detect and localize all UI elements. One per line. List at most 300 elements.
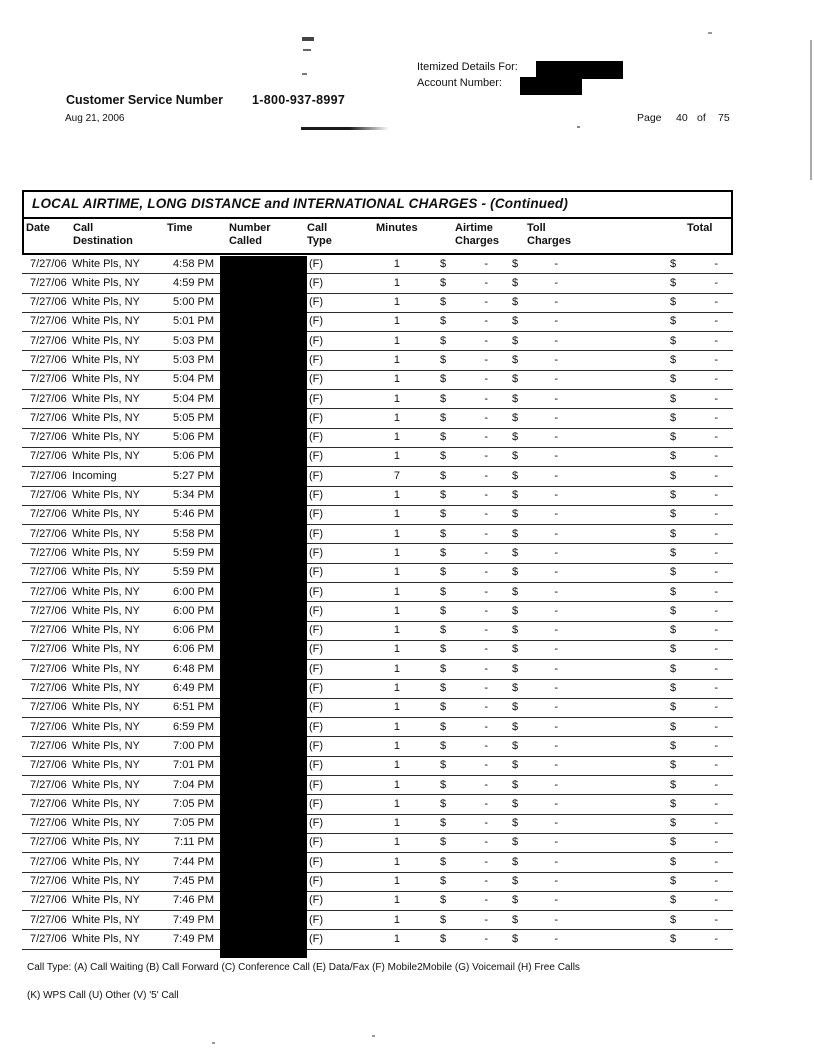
table-row bbox=[22, 371, 733, 390]
cell-time: 5:03 PM bbox=[173, 334, 214, 347]
cell-airtime-charges: $ - bbox=[440, 489, 488, 502]
cell-destination: White Pls, NY bbox=[72, 643, 140, 656]
cell-date: 7/27/06 bbox=[30, 353, 67, 366]
cell-time: 5:27 PM bbox=[173, 469, 214, 482]
customer-service-label: Customer Service Number bbox=[66, 93, 224, 107]
cell-date: 7/27/06 bbox=[30, 624, 67, 637]
cell-toll-charges: $ - bbox=[512, 546, 558, 559]
cell-call-type: (F) bbox=[309, 836, 324, 849]
col-header-call-destination: Call Destination bbox=[73, 222, 133, 247]
cell-airtime-charges: $ - bbox=[440, 276, 488, 289]
cell-call-type: (F) bbox=[309, 797, 324, 810]
cell-total: $ - bbox=[670, 662, 718, 675]
account-number-label: Account Number: bbox=[417, 77, 502, 89]
cell-time: 5:03 PM bbox=[173, 353, 214, 366]
page-number: 40 bbox=[676, 112, 688, 124]
table-row bbox=[22, 525, 733, 544]
cell-destination: White Pls, NY bbox=[72, 315, 140, 328]
table-title-row bbox=[24, 192, 731, 219]
scan-artifact bbox=[303, 49, 311, 51]
cell-total: $ - bbox=[670, 855, 718, 868]
cell-date: 7/27/06 bbox=[30, 546, 67, 559]
cell-date: 7/27/06 bbox=[30, 797, 67, 810]
cell-time: 6:06 PM bbox=[173, 643, 214, 656]
cell-time: 7:49 PM bbox=[173, 913, 214, 926]
cell-toll-charges: $ - bbox=[512, 932, 558, 945]
cell-toll-charges: $ - bbox=[512, 624, 558, 637]
cell-toll-charges: $ - bbox=[512, 469, 558, 482]
cell-airtime-charges: $ - bbox=[440, 913, 488, 926]
cell-time: 7:45 PM bbox=[173, 875, 214, 887]
cell-date: 7/27/06 bbox=[30, 894, 67, 907]
table-row bbox=[22, 255, 733, 274]
cell-call-type: (F) bbox=[309, 643, 324, 656]
cell-time: 5:34 PM bbox=[173, 489, 214, 502]
cell-call-type: (F) bbox=[309, 315, 324, 328]
cell-total: $ - bbox=[670, 797, 718, 810]
cell-time: 5:00 PM bbox=[173, 296, 214, 309]
cell-toll-charges: $ - bbox=[512, 759, 558, 772]
page-total: 75 bbox=[718, 112, 730, 124]
cell-call-type: (F) bbox=[309, 701, 324, 714]
cell-date: 7/27/06 bbox=[30, 296, 67, 309]
cell-time: 7:05 PM bbox=[173, 797, 214, 810]
cell-minutes: 1 bbox=[393, 624, 400, 637]
cell-call-type: (F) bbox=[309, 604, 324, 617]
cell-date: 7/27/06 bbox=[30, 778, 67, 791]
col-header-number-called: Number Called bbox=[229, 222, 271, 247]
cell-airtime-charges: $ - bbox=[440, 431, 488, 444]
cell-airtime-charges: $ - bbox=[440, 932, 488, 945]
cell-date: 7/27/06 bbox=[30, 913, 67, 926]
cell-time: 5:06 PM bbox=[173, 450, 214, 463]
cell-call-type: (F) bbox=[309, 875, 324, 887]
cell-time: 7:01 PM bbox=[173, 759, 214, 772]
table-row bbox=[22, 776, 733, 795]
cell-airtime-charges: $ - bbox=[440, 855, 488, 868]
cell-destination: White Pls, NY bbox=[72, 411, 140, 424]
cell-total: $ - bbox=[670, 431, 718, 444]
table-row bbox=[22, 930, 733, 949]
cell-date: 7/27/06 bbox=[30, 450, 67, 463]
cell-airtime-charges: $ - bbox=[440, 373, 488, 386]
cell-minutes: 1 bbox=[393, 778, 400, 791]
cell-date: 7/27/06 bbox=[30, 431, 67, 444]
cell-destination: White Pls, NY bbox=[72, 527, 140, 540]
cell-call-type: (F) bbox=[309, 469, 324, 482]
cell-toll-charges: $ - bbox=[512, 334, 558, 347]
cell-call-type: (F) bbox=[309, 527, 324, 540]
cell-airtime-charges: $ - bbox=[440, 643, 488, 656]
cell-date: 7/27/06 bbox=[30, 817, 67, 830]
cell-date: 7/27/06 bbox=[30, 469, 67, 482]
cell-minutes: 1 bbox=[393, 701, 400, 714]
cell-time: 4:58 PM bbox=[173, 257, 214, 270]
cell-airtime-charges: $ - bbox=[440, 527, 488, 540]
cell-toll-charges: $ - bbox=[512, 662, 558, 675]
cell-total: $ - bbox=[670, 778, 718, 791]
table-row bbox=[22, 737, 733, 756]
cell-total: $ - bbox=[670, 489, 718, 502]
cell-time: 4:59 PM bbox=[173, 276, 214, 289]
cell-destination: White Pls, NY bbox=[72, 450, 140, 463]
cell-time: 5:46 PM bbox=[173, 508, 214, 521]
cell-destination: White Pls, NY bbox=[72, 797, 140, 810]
table-row bbox=[22, 467, 733, 486]
cell-airtime-charges: $ - bbox=[440, 296, 488, 309]
cell-date: 7/27/06 bbox=[30, 257, 67, 270]
cell-minutes: 1 bbox=[393, 662, 400, 675]
cell-minutes: 1 bbox=[393, 508, 400, 521]
cell-airtime-charges: $ - bbox=[440, 450, 488, 463]
cell-airtime-charges: $ - bbox=[440, 604, 488, 617]
cell-toll-charges: $ - bbox=[512, 508, 558, 521]
cell-call-type: (F) bbox=[309, 508, 324, 521]
cell-toll-charges: $ - bbox=[512, 257, 558, 270]
cell-destination: White Pls, NY bbox=[72, 662, 140, 675]
table-row bbox=[22, 911, 733, 930]
cell-call-type: (F) bbox=[309, 411, 324, 424]
cell-airtime-charges: $ - bbox=[440, 624, 488, 637]
cell-total: $ - bbox=[670, 720, 718, 733]
table-row bbox=[22, 506, 733, 525]
cell-airtime-charges: $ - bbox=[440, 334, 488, 347]
cell-toll-charges: $ - bbox=[512, 855, 558, 868]
cell-destination: White Pls, NY bbox=[72, 701, 140, 714]
cell-call-type: (F) bbox=[309, 257, 324, 270]
cell-date: 7/27/06 bbox=[30, 604, 67, 617]
cell-time: 7:04 PM bbox=[173, 778, 214, 791]
cell-call-type: (F) bbox=[309, 894, 324, 907]
page-of-label: of bbox=[697, 112, 706, 124]
cell-call-type: (F) bbox=[309, 739, 324, 752]
cell-date: 7/27/06 bbox=[30, 276, 67, 289]
cell-call-type: (F) bbox=[309, 353, 324, 366]
cell-airtime-charges: $ - bbox=[440, 759, 488, 772]
cell-destination: White Pls, NY bbox=[72, 875, 140, 887]
table-row bbox=[22, 757, 733, 776]
cell-destination: Incoming bbox=[72, 469, 117, 482]
scan-artifact bbox=[301, 127, 389, 130]
cell-total: $ - bbox=[670, 739, 718, 752]
cell-destination: White Pls, NY bbox=[72, 546, 140, 559]
cell-time: 5:04 PM bbox=[173, 373, 214, 386]
cell-total: $ - bbox=[670, 469, 718, 482]
cell-toll-charges: $ - bbox=[512, 701, 558, 714]
cell-toll-charges: $ - bbox=[512, 836, 558, 849]
cell-time: 5:05 PM bbox=[173, 411, 214, 424]
cell-time: 7:05 PM bbox=[173, 817, 214, 830]
cell-total: $ - bbox=[670, 643, 718, 656]
cell-airtime-charges: $ - bbox=[440, 836, 488, 849]
table-row bbox=[22, 313, 733, 332]
cell-total: $ - bbox=[670, 315, 718, 328]
redaction-number-called-column bbox=[220, 256, 307, 958]
cell-time: 5:04 PM bbox=[173, 392, 214, 405]
cell-time: 5:59 PM bbox=[173, 566, 214, 579]
cell-call-type: (F) bbox=[309, 450, 324, 463]
table-row bbox=[22, 680, 733, 699]
cell-toll-charges: $ - bbox=[512, 817, 558, 830]
cell-date: 7/27/06 bbox=[30, 392, 67, 405]
cell-toll-charges: $ - bbox=[512, 392, 558, 405]
cell-time: 7:00 PM bbox=[173, 739, 214, 752]
cell-minutes: 1 bbox=[393, 450, 400, 463]
cell-airtime-charges: $ - bbox=[440, 257, 488, 270]
cell-time: 7:46 PM bbox=[173, 894, 214, 907]
cell-minutes: 1 bbox=[393, 604, 400, 617]
cell-minutes: 1 bbox=[393, 276, 400, 289]
cell-toll-charges: $ - bbox=[512, 566, 558, 579]
cell-call-type: (F) bbox=[309, 276, 324, 289]
col-header-toll-charges: Toll Charges bbox=[527, 222, 572, 247]
table-header-row bbox=[24, 219, 731, 253]
cell-airtime-charges: $ - bbox=[440, 701, 488, 714]
scan-artifact bbox=[302, 37, 314, 41]
call-type-legend-line2: (K) WPS Call (U) Other (V) '5' Call bbox=[27, 990, 179, 1001]
col-header-minutes: Minutes bbox=[376, 222, 418, 234]
cell-minutes: 1 bbox=[393, 797, 400, 810]
cell-date: 7/27/06 bbox=[30, 932, 67, 945]
cell-toll-charges: $ - bbox=[512, 797, 558, 810]
cell-destination: White Pls, NY bbox=[72, 585, 140, 598]
cell-total: $ - bbox=[670, 682, 718, 695]
col-header-call-type: Call Type bbox=[307, 222, 332, 247]
table-row bbox=[22, 429, 733, 448]
table-row bbox=[22, 583, 733, 602]
cell-minutes: 1 bbox=[393, 720, 400, 733]
cell-call-type: (F) bbox=[309, 489, 324, 502]
table-row bbox=[22, 853, 733, 872]
cell-minutes: 1 bbox=[393, 817, 400, 830]
cell-total: $ - bbox=[670, 604, 718, 617]
cell-airtime-charges: $ - bbox=[440, 720, 488, 733]
redaction-account-number bbox=[520, 77, 582, 95]
charges-table bbox=[22, 190, 733, 950]
cell-minutes: 1 bbox=[393, 932, 400, 945]
cell-time: 6:00 PM bbox=[173, 604, 214, 617]
cell-call-type: (F) bbox=[309, 624, 324, 637]
cell-destination: White Pls, NY bbox=[72, 508, 140, 521]
cell-minutes: 1 bbox=[393, 875, 400, 887]
cell-date: 7/27/06 bbox=[30, 720, 67, 733]
cell-minutes: 1 bbox=[393, 411, 400, 424]
cell-airtime-charges: $ - bbox=[440, 585, 488, 598]
cell-minutes: 1 bbox=[393, 739, 400, 752]
cell-destination: White Pls, NY bbox=[72, 334, 140, 347]
cell-time: 6:51 PM bbox=[173, 701, 214, 714]
cell-time: 7:49 PM bbox=[173, 932, 214, 945]
table-row bbox=[22, 602, 733, 621]
col-header-total: Total bbox=[687, 222, 713, 234]
cell-airtime-charges: $ - bbox=[440, 469, 488, 482]
cell-date: 7/27/06 bbox=[30, 508, 67, 521]
cell-date: 7/27/06 bbox=[30, 489, 67, 502]
cell-minutes: 1 bbox=[393, 913, 400, 926]
cell-destination: White Pls, NY bbox=[72, 739, 140, 752]
table-row bbox=[22, 448, 733, 467]
table-row bbox=[22, 660, 733, 679]
scan-artifact bbox=[708, 32, 712, 34]
cell-date: 7/27/06 bbox=[30, 682, 67, 695]
cell-destination: White Pls, NY bbox=[72, 759, 140, 772]
cell-total: $ - bbox=[670, 836, 718, 849]
cell-minutes: 1 bbox=[393, 643, 400, 656]
cell-total: $ - bbox=[670, 527, 718, 540]
cell-minutes: 1 bbox=[393, 527, 400, 540]
cell-minutes: 1 bbox=[393, 373, 400, 386]
cell-date: 7/27/06 bbox=[30, 315, 67, 328]
cell-total: $ - bbox=[670, 875, 718, 887]
col-header-time: Time bbox=[167, 222, 193, 234]
cell-destination: White Pls, NY bbox=[72, 257, 140, 270]
cell-total: $ - bbox=[670, 894, 718, 907]
cell-date: 7/27/06 bbox=[30, 836, 67, 849]
cell-airtime-charges: $ - bbox=[440, 315, 488, 328]
cell-minutes: 1 bbox=[393, 257, 400, 270]
cell-toll-charges: $ - bbox=[512, 489, 558, 502]
cell-date: 7/27/06 bbox=[30, 334, 67, 347]
cell-minutes: 1 bbox=[393, 836, 400, 849]
cell-destination: White Pls, NY bbox=[72, 392, 140, 405]
call-type-legend-line1: Call Type: (A) Call Waiting (B) Call Forward (C) Conference Call (E) Data/Fax (F) Mobile2Mobile (G) Voicemail (H) Free Calls bbox=[27, 962, 580, 973]
cell-toll-charges: $ - bbox=[512, 720, 558, 733]
cell-destination: White Pls, NY bbox=[72, 682, 140, 695]
cell-airtime-charges: $ - bbox=[440, 662, 488, 675]
cell-total: $ - bbox=[670, 932, 718, 945]
cell-total: $ - bbox=[670, 701, 718, 714]
cell-total: $ - bbox=[670, 257, 718, 270]
cell-total: $ - bbox=[670, 411, 718, 424]
cell-airtime-charges: $ - bbox=[440, 739, 488, 752]
cell-date: 7/27/06 bbox=[30, 373, 67, 386]
table-row bbox=[22, 699, 733, 718]
cell-toll-charges: $ - bbox=[512, 411, 558, 424]
cell-call-type: (F) bbox=[309, 296, 324, 309]
table-row bbox=[22, 873, 733, 892]
cell-total: $ - bbox=[670, 913, 718, 926]
cell-total: $ - bbox=[670, 373, 718, 386]
table-row bbox=[22, 795, 733, 814]
cell-toll-charges: $ - bbox=[512, 353, 558, 366]
cell-minutes: 1 bbox=[393, 489, 400, 502]
cell-minutes: 1 bbox=[393, 585, 400, 598]
cell-date: 7/27/06 bbox=[30, 759, 67, 772]
cell-total: $ - bbox=[670, 296, 718, 309]
cell-destination: White Pls, NY bbox=[72, 373, 140, 386]
cell-toll-charges: $ - bbox=[512, 315, 558, 328]
cell-destination: White Pls, NY bbox=[72, 778, 140, 791]
table-row bbox=[22, 815, 733, 834]
table-row bbox=[22, 564, 733, 583]
cell-airtime-charges: $ - bbox=[440, 353, 488, 366]
cell-call-type: (F) bbox=[309, 662, 324, 675]
cell-date: 7/27/06 bbox=[30, 643, 67, 656]
table-row bbox=[22, 274, 733, 293]
cell-minutes: 1 bbox=[393, 566, 400, 579]
cell-toll-charges: $ - bbox=[512, 527, 558, 540]
cell-minutes: 1 bbox=[393, 296, 400, 309]
cell-destination: White Pls, NY bbox=[72, 855, 140, 868]
cell-airtime-charges: $ - bbox=[440, 546, 488, 559]
cell-call-type: (F) bbox=[309, 431, 324, 444]
cell-minutes: 1 bbox=[393, 546, 400, 559]
cell-total: $ - bbox=[670, 450, 718, 463]
table-row bbox=[22, 487, 733, 506]
cell-time: 5:59 PM bbox=[173, 546, 214, 559]
cell-total: $ - bbox=[670, 353, 718, 366]
table-row bbox=[22, 294, 733, 313]
cell-time: 7:44 PM bbox=[173, 855, 214, 868]
cell-call-type: (F) bbox=[309, 585, 324, 598]
cell-toll-charges: $ - bbox=[512, 585, 558, 598]
table-row bbox=[22, 351, 733, 370]
cell-total: $ - bbox=[670, 817, 718, 830]
cell-destination: White Pls, NY bbox=[72, 932, 140, 945]
cell-date: 7/27/06 bbox=[30, 855, 67, 868]
cell-toll-charges: $ - bbox=[512, 643, 558, 656]
cell-destination: White Pls, NY bbox=[72, 353, 140, 366]
cell-minutes: 1 bbox=[393, 855, 400, 868]
cell-date: 7/27/06 bbox=[30, 701, 67, 714]
table-row bbox=[22, 544, 733, 563]
cell-destination: White Pls, NY bbox=[72, 720, 140, 733]
cell-destination: White Pls, NY bbox=[72, 431, 140, 444]
table-row bbox=[22, 332, 733, 351]
table-body bbox=[22, 255, 733, 950]
cell-call-type: (F) bbox=[309, 720, 324, 733]
cell-toll-charges: $ - bbox=[512, 913, 558, 926]
cell-total: $ - bbox=[670, 759, 718, 772]
cell-date: 7/27/06 bbox=[30, 527, 67, 540]
cell-call-type: (F) bbox=[309, 546, 324, 559]
cell-toll-charges: $ - bbox=[512, 276, 558, 289]
cell-minutes: 1 bbox=[393, 315, 400, 328]
table-row bbox=[22, 641, 733, 660]
cell-total: $ - bbox=[670, 566, 718, 579]
cell-time: 6:06 PM bbox=[173, 624, 214, 637]
cell-minutes: 1 bbox=[393, 894, 400, 907]
cell-airtime-charges: $ - bbox=[440, 817, 488, 830]
cell-call-type: (F) bbox=[309, 334, 324, 347]
cell-call-type: (F) bbox=[309, 682, 324, 695]
scan-artifact bbox=[577, 126, 580, 128]
col-header-date: Date bbox=[26, 222, 50, 234]
cell-time: 5:01 PM bbox=[173, 315, 214, 328]
cell-toll-charges: $ - bbox=[512, 450, 558, 463]
cell-minutes: 1 bbox=[393, 334, 400, 347]
cell-destination: White Pls, NY bbox=[72, 624, 140, 637]
cell-total: $ - bbox=[670, 276, 718, 289]
cell-date: 7/27/06 bbox=[30, 566, 67, 579]
cell-destination: White Pls, NY bbox=[72, 894, 140, 907]
cell-total: $ - bbox=[670, 508, 718, 521]
cell-toll-charges: $ - bbox=[512, 373, 558, 386]
customer-service-number: 1-800-937-8997 bbox=[252, 93, 346, 107]
cell-minutes: 1 bbox=[393, 353, 400, 366]
cell-date: 7/27/06 bbox=[30, 585, 67, 598]
cell-toll-charges: $ - bbox=[512, 894, 558, 907]
itemized-details-label: Itemized Details For: bbox=[417, 61, 518, 73]
cell-time: 6:59 PM bbox=[173, 720, 214, 733]
cell-time: 5:58 PM bbox=[173, 527, 214, 540]
cell-call-type: (F) bbox=[309, 566, 324, 579]
table-row bbox=[22, 622, 733, 641]
table-row bbox=[22, 892, 733, 911]
scan-artifact bbox=[212, 1042, 215, 1044]
table-row bbox=[22, 409, 733, 428]
cell-call-type: (F) bbox=[309, 817, 324, 830]
